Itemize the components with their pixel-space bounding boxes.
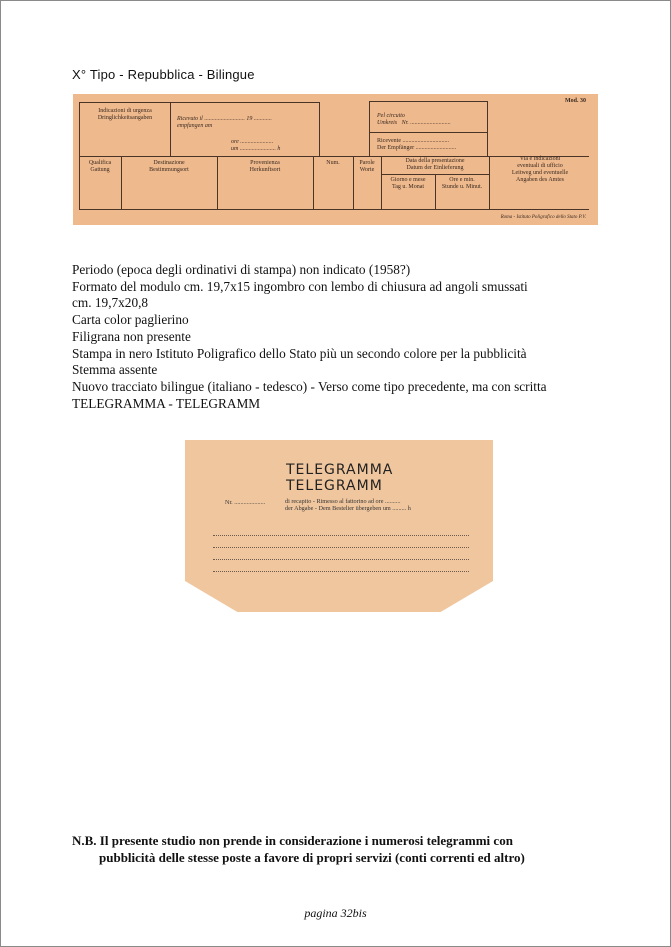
- note-line-2: pubblicità delle stesse poste a favore di propri servizi (conti correnti ed altro): [99, 850, 525, 865]
- col-parole: Parole Worte: [359, 160, 375, 173]
- col-num: Num.: [326, 160, 340, 166]
- telegram-form-image: [73, 94, 598, 225]
- form-model-number: Mod. 30: [565, 98, 586, 104]
- desc-line: Nuovo tracciato bilingue (italiano - tedesco) - Verso come tipo precedente, ma con scritta: [72, 378, 547, 394]
- envelope-nr: Nr. ....................: [225, 499, 266, 506]
- desc-line: Formato del modulo cm. 19,7x15 ingombro con lembo di chiusura ad angoli smussati: [72, 278, 528, 294]
- col-giorno: Giorno e mese Tag u. Monat: [390, 177, 426, 190]
- printer-credit: Roma - Istituto Poligrafico dello Stato P.V.: [500, 215, 586, 220]
- recipient-label: Ricevente ............................... Der Empfänger ...........................: [377, 138, 457, 151]
- note-line-1: N.B. Il presente studio non prende in considerazione i numerosi telegrammi con: [72, 833, 513, 848]
- desc-line: Filigrana non presente: [72, 328, 191, 344]
- received-label: Ricevuto il ........................... 19 ............ empfangen am: [177, 116, 272, 129]
- note-block: [72, 832, 525, 866]
- desc-line: Stampa in nero Istituto Poligrafico dello Stato più un secondo colore per la pubblicità: [72, 345, 527, 361]
- col-qualifica: Qualifica Gattung: [88, 160, 112, 173]
- envelope-delivery-text: di recapito - Rimesso al fattorino ad ore .......... der Abgabe - Dem Bestelier übergeben um ......... h: [285, 498, 411, 512]
- desc-line: cm. 19,7x20,8: [72, 295, 149, 311]
- envelope-image: [185, 440, 493, 612]
- desc-line: TELEGRAMMA - TELEGRAMM: [72, 395, 261, 411]
- description-text: [72, 262, 632, 412]
- col-provenienza: Provenienza Herkunftsort: [249, 160, 281, 173]
- time-label: ore ...................... um ........................ h: [231, 139, 281, 152]
- envelope-title-it: TELEGRAMMA: [286, 462, 394, 478]
- col-destinazione: Destinazione Bestimmungsort: [149, 160, 189, 173]
- desc-line: Periodo (epoca degli ordinativi di stampa) non indicato (1958?): [72, 262, 411, 277]
- desc-line: Carta color paglierino: [72, 312, 189, 328]
- page-number: pagina 32bis: [304, 906, 367, 920]
- envelope-title-de: TELEGRAMM: [286, 478, 383, 494]
- desc-line: Stemma assente: [72, 362, 158, 378]
- section-heading: X° Tipo - Repubblica - Bilingue: [72, 67, 255, 82]
- circuit-label: Pel circuito Umkreis Nr. ...........................: [377, 113, 451, 126]
- urgency-label: Indicazioni di urgenza Dringlichkeitsangaben: [97, 108, 153, 121]
- col-via: Via e indicazioni eventuali di ufficio Leitweg und eventuelle Angaben des Amtes: [511, 156, 569, 183]
- col-data: Data della presentazione Datum der Einlieferung: [405, 158, 465, 171]
- col-ore: Ore e min. Stunde u. Minut.: [441, 177, 483, 190]
